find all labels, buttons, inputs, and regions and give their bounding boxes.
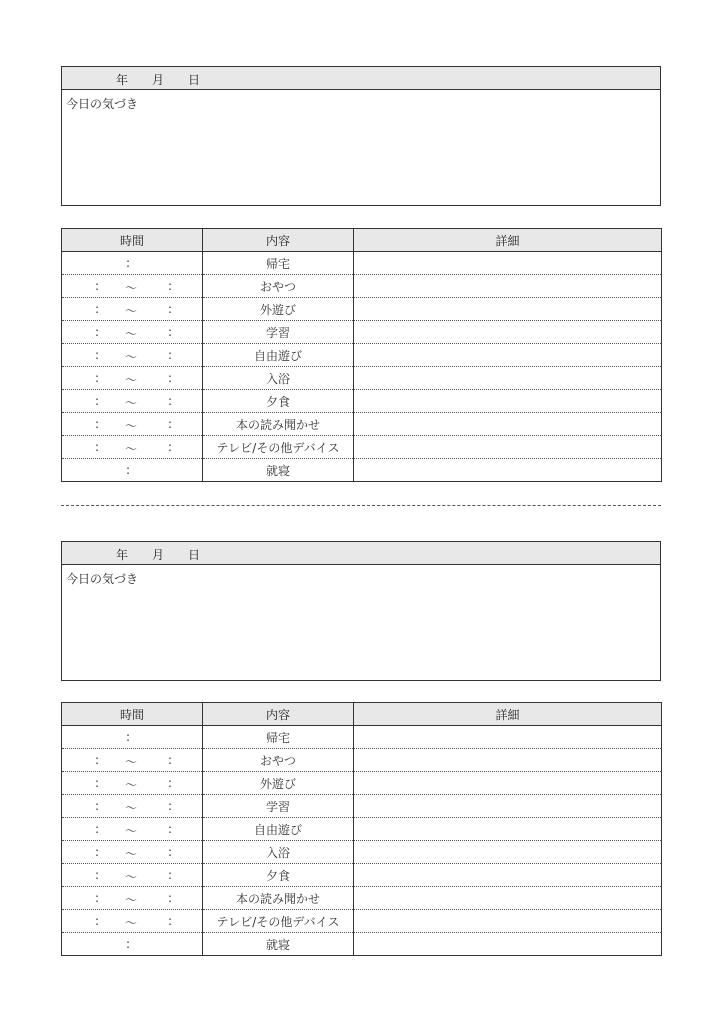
time-cell[interactable] (62, 390, 203, 413)
schedule-body-1 (62, 252, 662, 482)
day-label: 日 (188, 73, 201, 87)
time-colon: : (126, 463, 131, 477)
schedule-row (62, 344, 662, 367)
activity-cell: 夕食 (203, 864, 354, 887)
notes-label[interactable]: 今日の気づき (66, 572, 139, 586)
range-tilde: ～ (125, 801, 138, 815)
detail-cell[interactable] (354, 298, 662, 321)
range-tilde: ～ (125, 778, 138, 792)
time-cell[interactable] (62, 459, 203, 482)
end-colon: : (168, 394, 173, 408)
notes-label[interactable]: 今日の気づき (66, 97, 139, 111)
range-tilde: ～ (125, 350, 138, 364)
schedule-row (62, 275, 662, 298)
end-colon: : (168, 845, 173, 859)
schedule-table-1 (61, 228, 662, 482)
activity-cell: 学習 (203, 795, 354, 818)
start-colon: : (95, 348, 100, 362)
end-colon: : (168, 279, 173, 293)
range-tilde: ～ (125, 442, 138, 456)
range-tilde: ～ (125, 396, 138, 410)
time-cell[interactable] (62, 726, 203, 749)
time-cell[interactable] (62, 275, 203, 298)
range-tilde: ～ (125, 304, 138, 318)
schedule-row (62, 390, 662, 413)
activity-cell: テレビ/その他デバイス (203, 910, 354, 933)
detail-cell[interactable] (354, 459, 662, 482)
start-colon: : (95, 325, 100, 339)
time-cell[interactable] (62, 298, 203, 321)
header-detail: 詳細 (354, 703, 662, 726)
detail-cell[interactable] (354, 275, 662, 298)
end-colon: : (168, 776, 173, 790)
time-cell[interactable] (62, 795, 203, 818)
schedule-row (62, 864, 662, 887)
end-colon: : (168, 325, 173, 339)
detail-cell[interactable] (354, 436, 662, 459)
time-colon: : (126, 937, 131, 951)
start-colon: : (95, 868, 100, 882)
detail-cell[interactable] (354, 795, 662, 818)
month-label: 月 (152, 73, 165, 87)
detail-cell[interactable] (354, 887, 662, 910)
end-colon: : (168, 417, 173, 431)
time-cell[interactable] (62, 413, 203, 436)
detail-cell[interactable] (354, 933, 662, 956)
schedule-row (62, 841, 662, 864)
detail-cell[interactable] (354, 818, 662, 841)
range-tilde: ～ (125, 870, 138, 884)
start-colon: : (95, 753, 100, 767)
start-colon: : (95, 279, 100, 293)
daily-notes-box-1 (61, 66, 661, 206)
activity-cell: 入浴 (203, 367, 354, 390)
activity-cell: 入浴 (203, 841, 354, 864)
detail-cell[interactable] (354, 749, 662, 772)
schedule-row (62, 298, 662, 321)
date-header-2 (62, 542, 660, 565)
activity-cell: 学習 (203, 321, 354, 344)
start-colon: : (95, 799, 100, 813)
end-colon: : (168, 753, 173, 767)
detail-cell[interactable] (354, 772, 662, 795)
schedule-body-2 (62, 726, 662, 956)
start-colon: : (95, 822, 100, 836)
time-colon: : (126, 256, 131, 270)
year-label: 年 (116, 73, 129, 87)
range-tilde: ～ (125, 281, 138, 295)
daily-notes-box-2 (61, 541, 661, 681)
start-colon: : (95, 776, 100, 790)
end-colon: : (168, 348, 173, 362)
header-time: 時間 (62, 229, 203, 252)
start-colon: : (95, 394, 100, 408)
time-cell[interactable] (62, 749, 203, 772)
range-tilde: ～ (125, 373, 138, 387)
detail-cell[interactable] (354, 841, 662, 864)
range-tilde: ～ (125, 847, 138, 861)
end-colon: : (168, 891, 173, 905)
range-tilde: ～ (125, 327, 138, 341)
start-colon: : (95, 891, 100, 905)
detail-cell[interactable] (354, 910, 662, 933)
activity-cell: 就寝 (203, 459, 354, 482)
start-colon: : (95, 302, 100, 316)
schedule-row (62, 818, 662, 841)
range-tilde: ～ (125, 824, 138, 838)
activity-cell: テレビ/その他デバイス (203, 436, 354, 459)
header-time: 時間 (62, 703, 203, 726)
schedule-row (62, 933, 662, 956)
detail-cell[interactable] (354, 321, 662, 344)
end-colon: : (168, 440, 173, 454)
activity-cell: 外遊び (203, 298, 354, 321)
start-colon: : (95, 371, 100, 385)
activity-cell: 自由遊び (203, 818, 354, 841)
time-cell[interactable] (62, 818, 203, 841)
time-cell[interactable] (62, 321, 203, 344)
activity-cell: 外遊び (203, 772, 354, 795)
detail-cell[interactable] (354, 864, 662, 887)
month-label: 月 (152, 548, 165, 562)
detail-cell[interactable] (354, 344, 662, 367)
time-cell[interactable] (62, 772, 203, 795)
range-tilde: ～ (125, 916, 138, 930)
schedule-row (62, 321, 662, 344)
detail-cell[interactable] (354, 390, 662, 413)
detail-cell[interactable] (354, 252, 662, 275)
year-label: 年 (116, 548, 129, 562)
end-colon: : (168, 302, 173, 316)
end-colon: : (168, 914, 173, 928)
activity-cell: 帰宅 (203, 252, 354, 275)
cut-line (61, 505, 661, 506)
schedule-row (62, 749, 662, 772)
activity-cell: 自由遊び (203, 344, 354, 367)
range-tilde: ～ (125, 893, 138, 907)
time-cell[interactable] (62, 933, 203, 956)
header-detail: 詳細 (354, 229, 662, 252)
activity-cell: おやつ (203, 275, 354, 298)
end-colon: : (168, 822, 173, 836)
activity-cell: 夕食 (203, 390, 354, 413)
time-cell[interactable] (62, 864, 203, 887)
activity-cell: 本の読み聞かせ (203, 887, 354, 910)
start-colon: : (95, 845, 100, 859)
activity-cell: おやつ (203, 749, 354, 772)
schedule-row (62, 367, 662, 390)
end-colon: : (168, 868, 173, 882)
header-content: 内容 (203, 229, 354, 252)
time-cell[interactable] (62, 252, 203, 275)
schedule-row (62, 772, 662, 795)
schedule-row (62, 459, 662, 482)
time-cell[interactable] (62, 887, 203, 910)
start-colon: : (95, 914, 100, 928)
schedule-row (62, 252, 662, 275)
time-cell[interactable] (62, 841, 203, 864)
schedule-row (62, 726, 662, 749)
date-header-1 (62, 67, 660, 90)
range-tilde: ～ (125, 755, 138, 769)
schedule-row (62, 887, 662, 910)
schedule-table-2 (61, 702, 662, 956)
activity-cell: 就寝 (203, 933, 354, 956)
end-colon: : (168, 371, 173, 385)
start-colon: : (95, 417, 100, 431)
start-colon: : (95, 440, 100, 454)
time-cell[interactable] (62, 910, 203, 933)
header-content: 内容 (203, 703, 354, 726)
range-tilde: ～ (125, 419, 138, 433)
activity-cell: 本の読み聞かせ (203, 413, 354, 436)
detail-cell[interactable] (354, 367, 662, 390)
schedule-row (62, 795, 662, 818)
detail-cell[interactable] (354, 726, 662, 749)
detail-cell[interactable] (354, 413, 662, 436)
time-cell[interactable] (62, 436, 203, 459)
end-colon: : (168, 799, 173, 813)
time-cell[interactable] (62, 344, 203, 367)
day-label: 日 (188, 548, 201, 562)
time-colon: : (126, 730, 131, 744)
schedule-row (62, 910, 662, 933)
activity-cell: 帰宅 (203, 726, 354, 749)
schedule-row (62, 436, 662, 459)
schedule-row (62, 413, 662, 436)
time-cell[interactable] (62, 367, 203, 390)
